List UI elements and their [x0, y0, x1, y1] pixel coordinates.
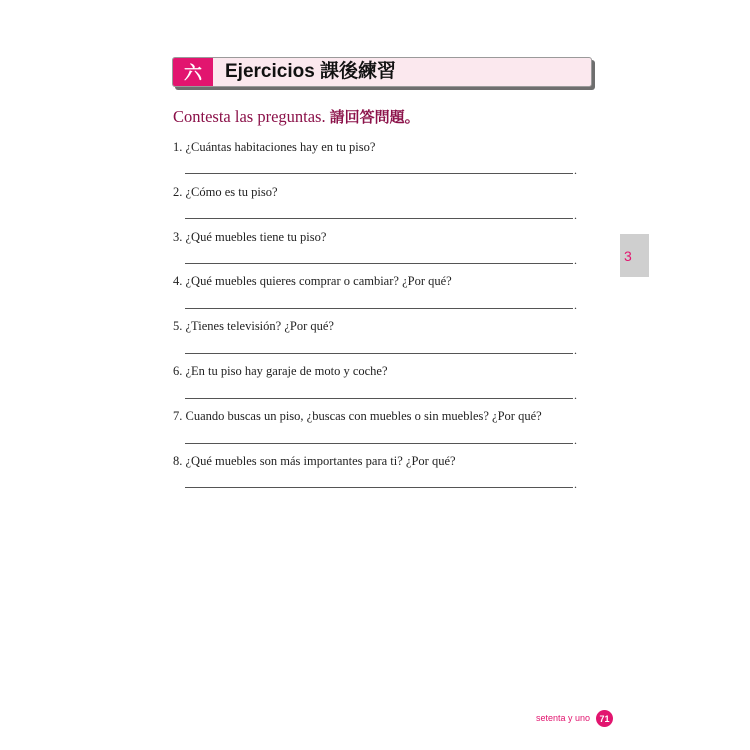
chapter-tab: 3	[620, 234, 649, 277]
answer-end-5: .	[574, 343, 577, 357]
question-5: 5. ¿Tienes televisión? ¿Por qué?	[173, 319, 334, 333]
answer-line-2[interactable]	[185, 218, 573, 219]
answer-end-8: .	[574, 477, 577, 491]
instruction-zh: 請回答問題。	[329, 108, 420, 126]
section-number-badge: 六	[173, 58, 213, 86]
question-6: 6. ¿En tu piso hay garaje de moto y coche?	[173, 364, 388, 378]
instruction	[173, 106, 420, 127]
answer-line-4[interactable]	[185, 308, 573, 309]
answer-end-7: .	[574, 433, 577, 447]
question-4: 4. ¿Qué muebles quieres comprar o cambiar? ¿Por qué?	[173, 274, 452, 288]
question-1: 1. ¿Cuántas habitaciones hay en tu piso?	[173, 140, 376, 154]
answer-line-7[interactable]	[185, 443, 573, 444]
question-7: 7. Cuando buscas un piso, ¿buscas con muebles o sin muebles? ¿Por qué?	[173, 409, 542, 423]
answer-line-6[interactable]	[185, 398, 573, 399]
answer-end-4: .	[574, 298, 577, 312]
question-8: 8. ¿Qué muebles son más importantes para ti? ¿Por qué?	[173, 454, 456, 468]
question-3: 3. ¿Qué muebles tiene tu piso?	[173, 230, 327, 244]
answer-end-6: .	[574, 388, 577, 402]
answer-line-1[interactable]	[185, 173, 573, 174]
answer-end-2: .	[574, 208, 577, 222]
answer-end-1: .	[574, 163, 577, 177]
answer-line-3[interactable]	[185, 263, 573, 264]
section-title: Ejercicios 課後練習	[225, 61, 397, 82]
instruction-es: Contesta las preguntas.	[173, 107, 326, 126]
answer-line-8[interactable]	[185, 487, 573, 488]
footer-page-text: setenta y uno	[536, 713, 591, 723]
page-number-badge: 71	[596, 710, 613, 727]
section-header	[172, 57, 592, 87]
question-2: 2. ¿Cómo es tu piso?	[173, 185, 278, 199]
answer-end-3: .	[574, 253, 577, 267]
answer-line-5[interactable]	[185, 353, 573, 354]
